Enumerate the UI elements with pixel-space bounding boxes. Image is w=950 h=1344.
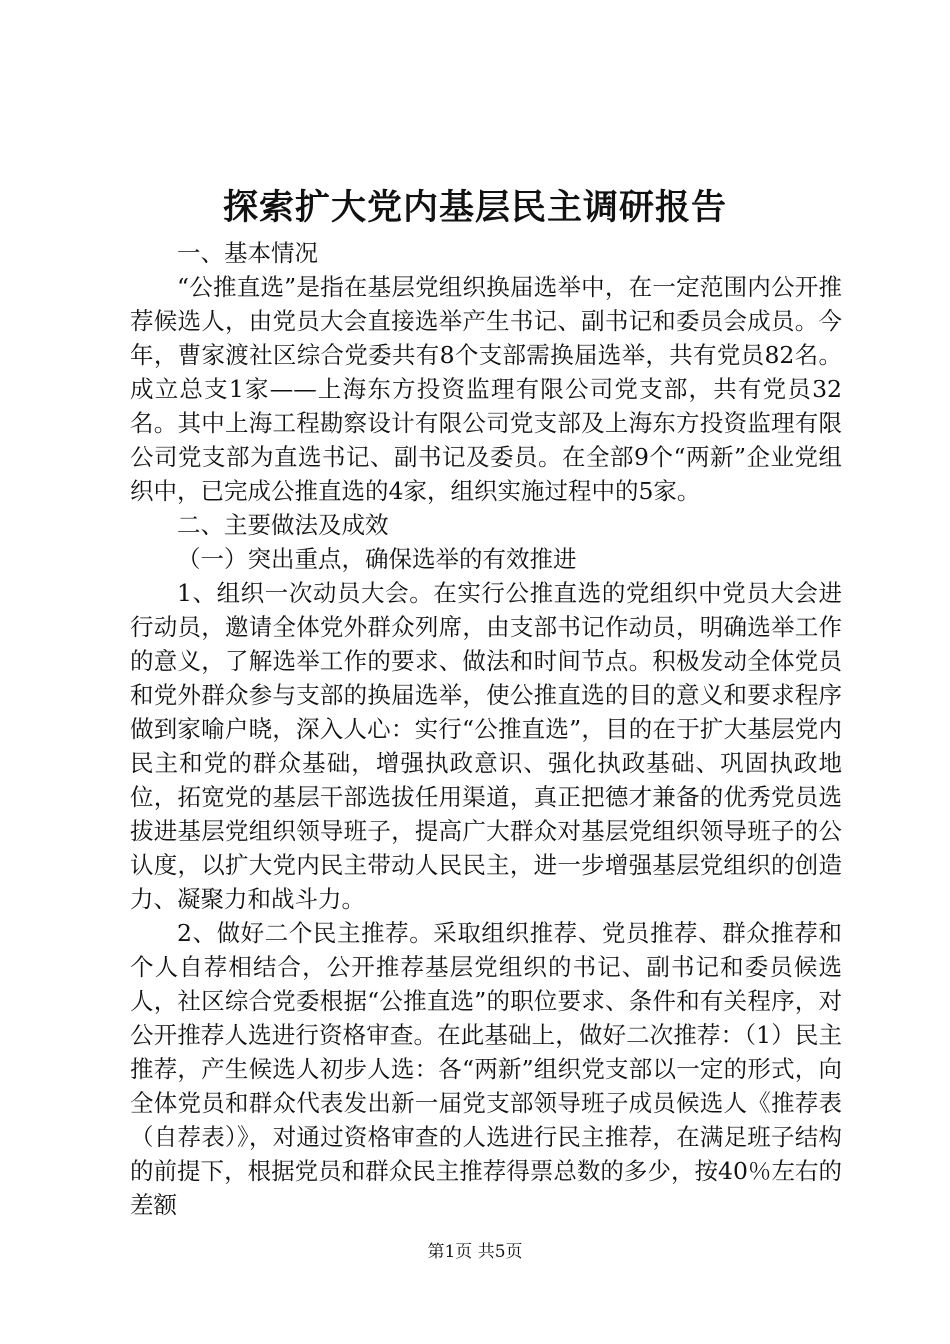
document-body (130, 236, 842, 1222)
paragraph-mobilization: 1、组织一次动员大会。在实行公推直选的党组织中党员大会进行动员，邀请全体党外群众列席，由支部书记作动员，明确选举工作的意义，了解选举工作的要求、做法和时间节点。积极发动全体党员和党外群众参与支部的换届选举，使公推直选的目的意义和要求程序做到家喻户晓，深入人心：实行“公推直选”，目的在于扩大基层党内民主和党的群众基础，增强执政意识、强化执政基础、巩固执政地位，拓宽党的基层干部选拔任用渠道，真正把德才兼备的优秀党员选拔进基层党组织领导班子，提高广大群众对基层党组织领导班子的公认度，以扩大党内民主带动人民民主，进一步增强基层党组织的创造力、凝聚力和战斗力。 (130, 579, 842, 913)
subsection-heading: （一）突出重点，确保选举的有效推进 (177, 545, 577, 573)
paragraph-recommendation: 2、做好二个民主推荐。采取组织推荐、党员推荐、群众推荐和个人自荐相结合，公开推荐基层党组织的书记、副书记和委员候选人，社区综合党委根据“公推直选”的职位要求、条件和有关程序，对公开推荐人选进行资格审查。在此基础上，做好二次推荐：（1）民主推荐，产生候选人初步人选：各“两新”组织党支部以一定的形式，向全体党员和群众代表发出新一届党支部领导班子成员候选人《推荐表（自荐表）》，对通过资格审查的人选进行民主推荐，在满足班子结构的前提下，根据党员和群众民主推荐得票总数的多少，按40％左右的差额 (130, 919, 842, 1219)
section-heading-basic: 一、基本情况 (177, 239, 318, 267)
document-title: 探索扩大党内基层民主调研报告 (222, 187, 727, 228)
page-footer: 第1页 共5页 (427, 1242, 523, 1262)
paragraph-definition: “公推直选”是指在基层党组织换届选举中，在一定范围内公开推荐候选人，由党员大会直接选举产生书记、副书记和委员会成员。今年，曹家渡社区综合党委共有8个支部需换届选举，共有党员82名。成立总支1家——上海东方投资监理有限公司党支部，共有党员32名。其中上海工程勘察设计有限公司党支部及上海东方投资监理有限公司党支部为直选书记、副书记及委员。在全部9个“两新”企业党组织中，已完成公推直选的4家，组织实施过程中的5家。 (130, 273, 842, 505)
section-heading-methods: 二、主要做法及成效 (177, 511, 389, 539)
